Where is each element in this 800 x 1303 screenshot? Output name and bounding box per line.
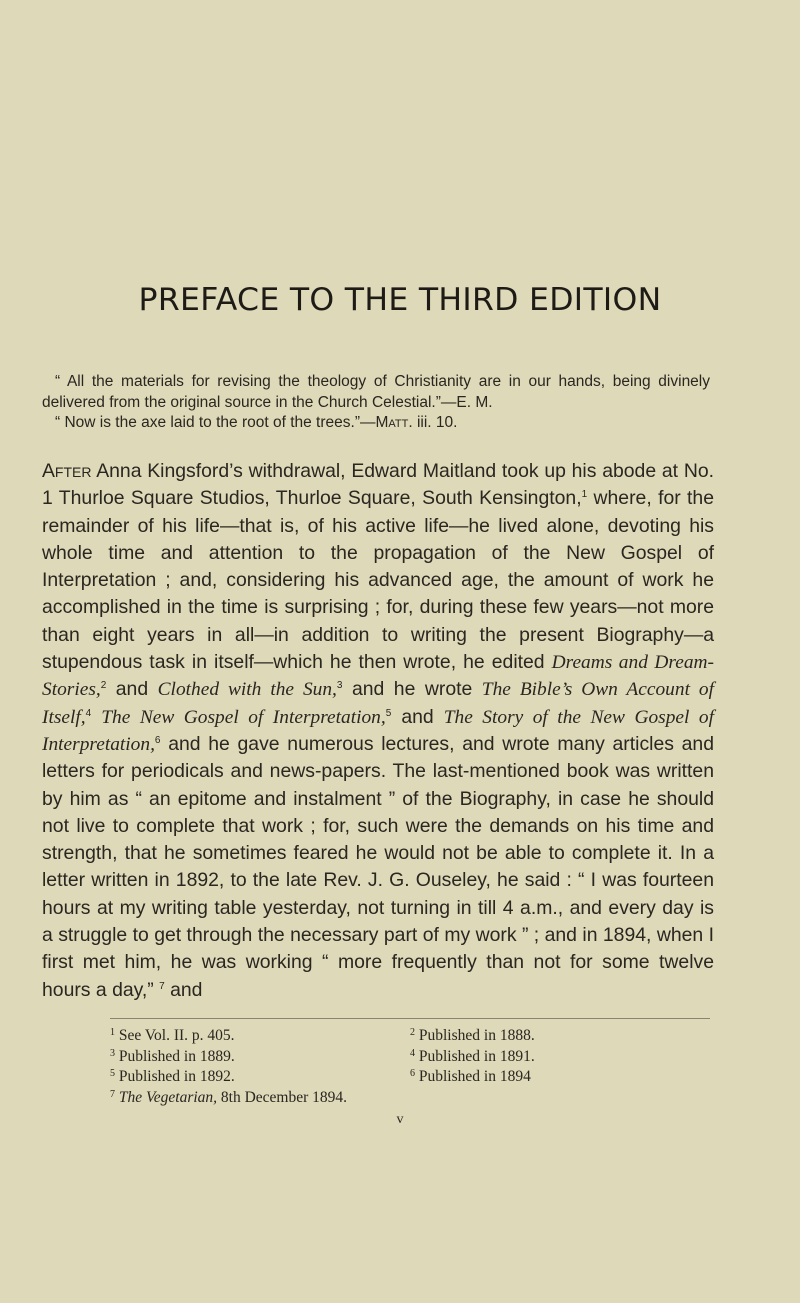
footnote-number: 5 xyxy=(110,1068,115,1079)
lead-word: After xyxy=(42,460,92,482)
epigraph-quote-1: “ All the materials for revising the theology of Christianity are in our hands, being divinely delivered from the original source in the Church Celestial.”—E. M. xyxy=(42,373,710,411)
footnote-3 xyxy=(110,1047,410,1068)
footnotes xyxy=(110,1026,710,1108)
footnote-6 xyxy=(410,1067,710,1088)
body-text-run: Anna Kingsford’s withdrawal, Edward Maitland took up his abode at No. 1 Thurloe Square Studios, Thurloe Square, South Kensington, xyxy=(42,460,714,510)
body-paragraph xyxy=(42,458,714,1004)
footnote-text: Published in 1892. xyxy=(115,1068,235,1085)
footnote-ref: 4 xyxy=(85,707,92,719)
footnote-number: 1 xyxy=(110,1027,115,1038)
footnote-number: 7 xyxy=(110,1088,115,1100)
body-text-run: and he wrote xyxy=(342,678,482,701)
body-text-run: and xyxy=(391,705,444,728)
footnote-text: Published in 1891. xyxy=(415,1047,535,1065)
book-title: Dreams and Dream-Stories, xyxy=(42,652,714,701)
footnote-periodical-title: The Vegetarian, xyxy=(118,1088,218,1106)
epigraph xyxy=(42,372,710,434)
footnote-text: 8th December 1894. xyxy=(217,1088,348,1106)
book-title: The New Gospel of Interpretation, xyxy=(101,706,386,728)
book-title: The Bible’s Own Account of Itself, xyxy=(42,679,714,728)
epigraph-quote-2 xyxy=(42,413,710,434)
body-text-run xyxy=(91,706,101,728)
footnote-number: 6 xyxy=(410,1068,415,1079)
footnote-ref: 7 xyxy=(159,980,165,992)
footnote-text: See Vol. II. p. 405. xyxy=(115,1027,235,1044)
footnote-divider xyxy=(110,1018,710,1019)
footnote-1 xyxy=(110,1026,410,1047)
footnote-number: 4 xyxy=(410,1047,415,1059)
epigraph-quote-2-ref: iii. 10. xyxy=(412,414,458,431)
footnote-number: 2 xyxy=(410,1027,415,1038)
footnote-5 xyxy=(110,1067,410,1088)
footnote-text: Published in 1894 xyxy=(415,1068,531,1085)
footnote-number: 3 xyxy=(110,1047,115,1059)
book-title: The Story of the New Gospel of Interpretation, xyxy=(42,706,714,755)
footnote-ref: 3 xyxy=(336,680,343,692)
epigraph-quote-2-source: Matt. xyxy=(375,414,413,431)
page-title: PREFACE TO THE THIRD EDITION xyxy=(138,282,662,318)
footnote-ref: 1 xyxy=(581,489,588,501)
footnote-ref: 2 xyxy=(100,680,107,692)
footnote-7 xyxy=(110,1088,710,1109)
footnote-2 xyxy=(410,1026,710,1047)
footnote-text: Published in 1888. xyxy=(415,1027,535,1044)
footnote-ref: 6 xyxy=(154,734,161,746)
page-number: v xyxy=(396,1112,404,1127)
footnote-text: Published in 1889. xyxy=(115,1047,235,1065)
book-title: Clothed with the Sun, xyxy=(157,679,337,701)
body-text-run: and xyxy=(164,978,203,1001)
body-text-run: and xyxy=(106,678,158,701)
body-text-run: where, for the remainder of his life—that is, of his active life—he lived alone, devoting his whole time and attention to the propagation of the New Gospel of Interpretation ; and, considering his advanced age, the amount of work he accomplished in the time is surprising ; for, during these few years—not more than eight years in all—in addition to writing the present Biography—a stupendous task in itself—which he then wrote, he edited xyxy=(42,487,714,674)
footnote-ref: 5 xyxy=(385,707,392,719)
body-text-run: and he gave numerous lectures, and wrote many articles and letters for periodicals and news-papers. The last-mentioned book was written by him as “ an epitome and instalment ” of the Biography, in case he should not live to complete that work ; for, such were the demands on his time and strength, that he sometimes feared he would not be able to complete it. In a letter written in 1892, to the late Rev. J. G. Ouseley, he said : “ I was fourteen hours at my writing table yesterday, not turning in till 4 a.m., and every day is a struggle to get through the necessary part of my work ” ; and in 1894, when I first met him, he was working “ more frequently than not for some twelve hours a day,” xyxy=(42,732,714,1001)
footnote-4 xyxy=(410,1047,710,1068)
epigraph-quote-2-text: “ Now is the axe laid to the root of the trees.”— xyxy=(55,414,376,431)
